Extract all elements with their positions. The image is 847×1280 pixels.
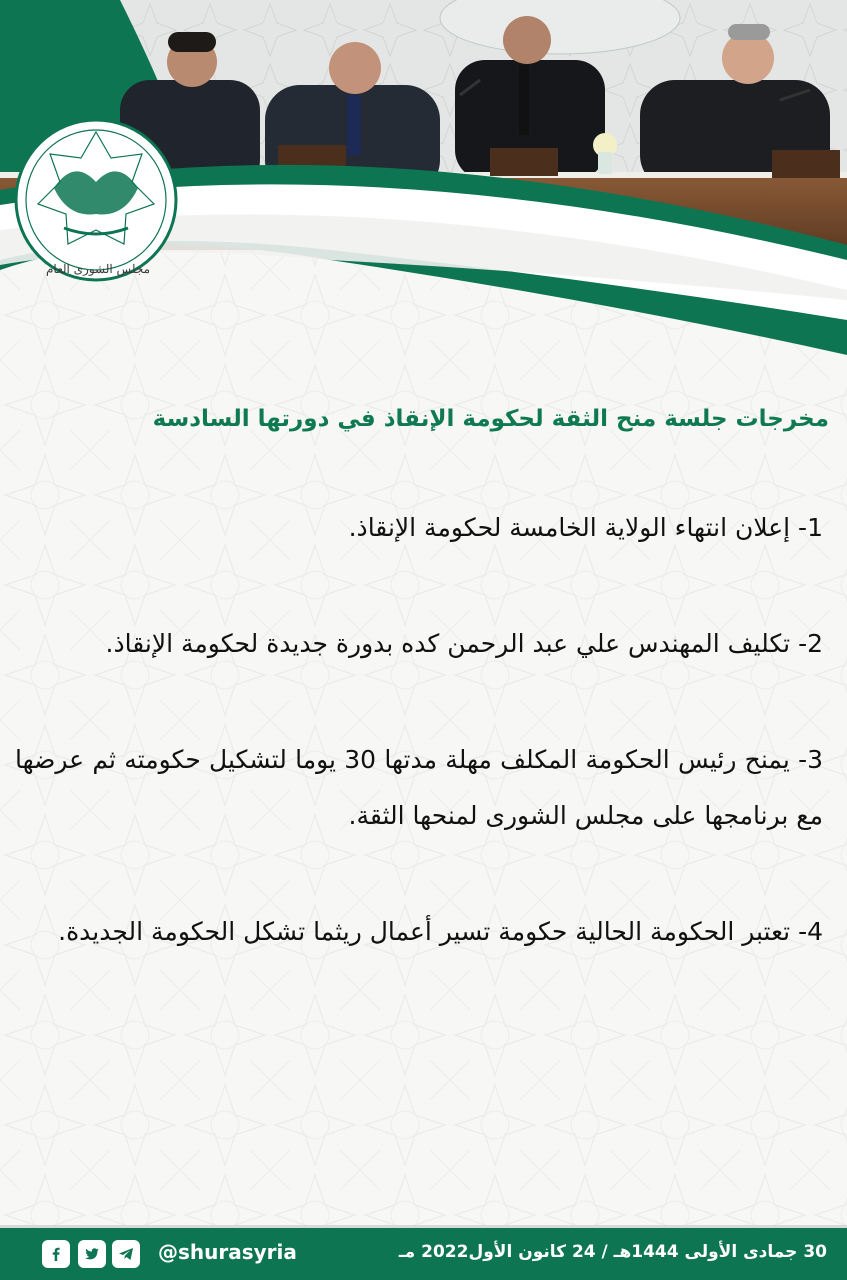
footer-date: 30 جمادى الأولى 1444هـ / 24 كانون الأول2022 مـ xyxy=(398,1242,827,1262)
list-item: 2- تكليف المهندس علي عبد الرحمن كده بدورة جديدة لحكومة الإنقاذ. xyxy=(105,629,823,658)
facebook-icon[interactable] xyxy=(42,1240,70,1268)
list-item: 3- يمنح رئيس الحكومة المكلف مهلة مدتها 30 يوما لتشكيل حكومته ثم عرضها مع برنامجها على مجلس الشورى لمنحها الثقة. xyxy=(15,745,823,830)
logo-caption: مجلس الشورى العام xyxy=(45,262,151,276)
list-item: 1- إعلان انتهاء الولاية الخامسة لحكومة الإنقاذ. xyxy=(348,513,823,542)
footer-bar xyxy=(0,1225,847,1280)
social-handle[interactable]: @shurasyria xyxy=(158,1240,297,1264)
twitter-icon[interactable] xyxy=(78,1240,106,1268)
outcomes-list xyxy=(15,500,823,960)
list-item: 4- تعتبر الحكومة الحالية حكومة تسير أعمال ريثما تشكل الحكومة الجديدة. xyxy=(58,917,823,946)
shura-council-emblem-icon xyxy=(14,118,178,282)
telegram-icon[interactable] xyxy=(112,1240,140,1268)
page-title: مخرجات جلسة منح الثقة لحكومة الإنقاذ في دورتها السادسة xyxy=(152,406,829,432)
